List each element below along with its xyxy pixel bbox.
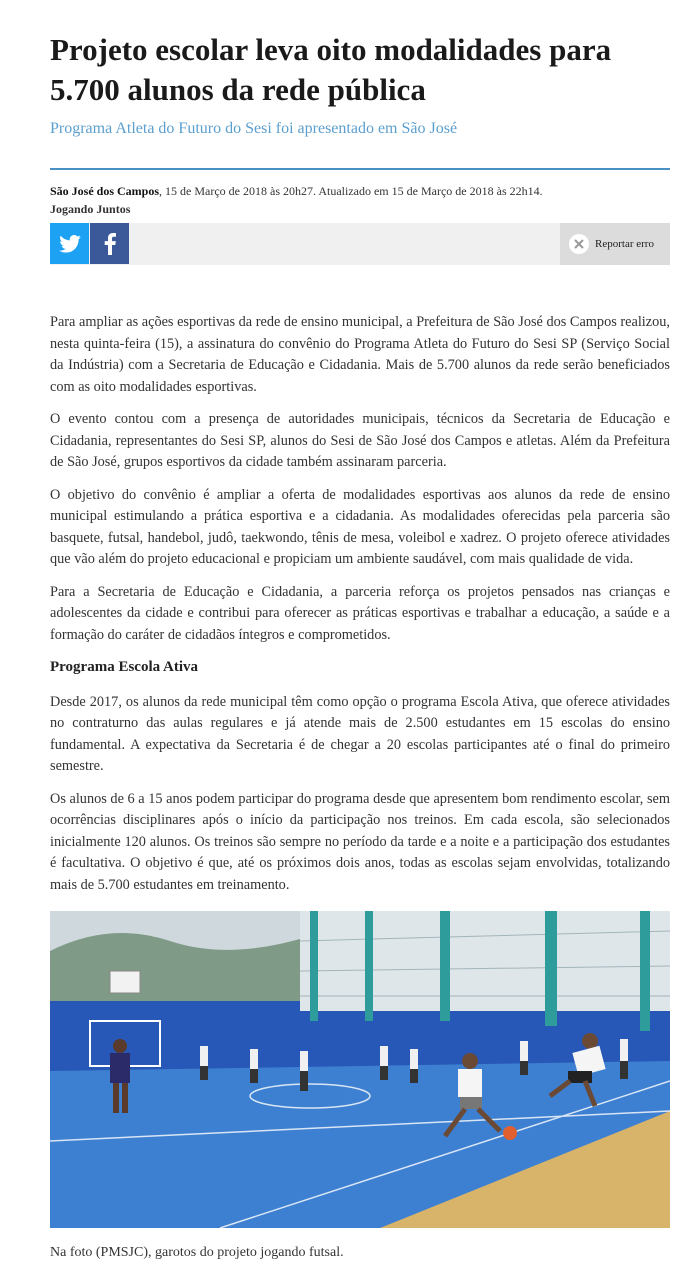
twitter-share-button[interactable] bbox=[50, 223, 89, 264]
subheading: Programa Escola Ativa bbox=[50, 659, 199, 675]
close-icon bbox=[569, 234, 589, 254]
paragraph: Para a Secretaria de Educação e Cidadania, a parceria reforça os projetos pensados nas crianças e adolescentes da cidade e contribui para oferecer as práticas esportivas e trabalhar a educação, a saúde e a formação do caráter de cidadãos íntegros e comprometidos. bbox=[50, 583, 670, 643]
facebook-share-button[interactable] bbox=[90, 223, 129, 264]
futsal-photo bbox=[50, 911, 670, 1228]
article-meta bbox=[50, 182, 670, 218]
article-section[interactable]: Jogando Juntos bbox=[50, 202, 131, 216]
paragraph: Os alunos de 6 a 15 anos podem participar do programa desde que apresentem bom rendimento escolar, sem ocorrências disciplinares após o início da participação nos treinos. Em cada escola, são selecionados inicialmente 120 alunos. Os treinos são sempre no período da tarde e a noite e a participação dos estudantes é facultativa. O objetivo é que, até os próximos dois anos, todas as escolas sejam envolvidas, totalizando mais de 5.700 estudantes em treinamento. bbox=[50, 790, 670, 893]
paragraph: O evento contou com a presença de autoridades municipais, técnicos da Secretaria de Educação e Cidadania, representantes do Sesi SP, alunos do Sesi de São José dos Campos e atletas. Além da Prefeitura de São José, grupos esportivos da cidade também assinaram parceria. bbox=[50, 411, 670, 470]
photo-caption: Na foto (PMSJC), garotos do projeto jogando futsal. bbox=[50, 1245, 344, 1260]
article-location: São José dos Campos bbox=[50, 184, 160, 198]
paragraph: Desde 2017, os alunos da rede municipal têm como opção o programa Escola Ativa, que oferece atividades no contraturno das aulas regulares e já atende mais de 2.500 estudantes em 15 escolas do ensino fundamental. A expectativa da Secretaria é de chegar a 20 escolas participantes até o final do primeiro semestre. bbox=[50, 693, 670, 774]
article-body bbox=[50, 312, 670, 907]
share-bar bbox=[50, 223, 670, 265]
report-error-label: Reportar erro bbox=[595, 238, 654, 250]
article-photo bbox=[50, 911, 670, 1228]
paragraph: Para ampliar as ações esportivas da rede de ensino municipal, a Prefeitura de São José dos Campos realizou, nesta quinta-feira (15), a assinatura do convênio do Programa Atleta do Futuro do Sesi SP (Serviço Social da Indústria) com a Secretaria de Educação e Cidadania. Mais de 5.700 alunos da rede serão beneficiados com as oito modalidades esportivas. bbox=[50, 314, 670, 395]
paragraph: O objetivo do convênio é ampliar a oferta de modalidades esportivas aos alunos da rede de ensino municipal estimulando a prática esportiva e a cidadania. As modalidades oferecidas pela parceria são basquete, futsal, handebol, judô, taekwondo, tênis de mesa, voleibol e xadrez. O projeto oferece atividades que vão além do projeto educacional e propiciam um ambiente saudável, com mais qualidade de vida. bbox=[50, 486, 670, 567]
article-subtitle: Programa Atleta do Futuro do Sesi foi apresentado em São José bbox=[50, 120, 458, 137]
twitter-icon bbox=[59, 235, 81, 253]
report-error-button[interactable] bbox=[560, 223, 670, 265]
divider bbox=[50, 168, 670, 170]
article-dateline: , 15 de Março de 2018 às 20h27. Atualizado em 15 de Março de 2018 às 22h14. bbox=[159, 184, 543, 198]
facebook-icon bbox=[104, 233, 116, 255]
article-title: Projeto escolar leva oito modalidades para 5.700 alunos da rede pública bbox=[50, 32, 612, 107]
